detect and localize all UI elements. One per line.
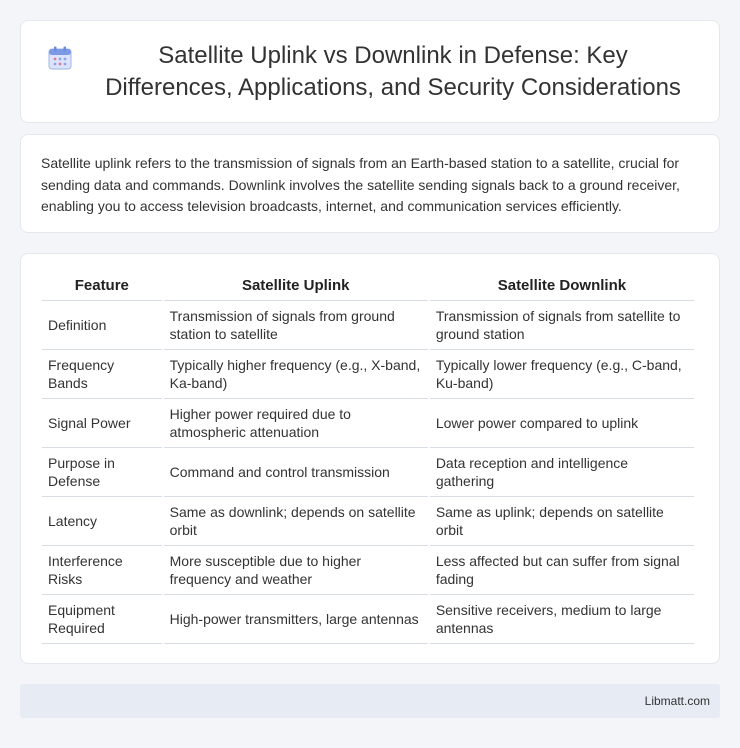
feature-cell: Purpose in Defense: [42, 448, 162, 497]
uplink-cell: Command and control transmission: [164, 448, 428, 497]
table-row: [42, 546, 694, 595]
downlink-cell: Data reception and intelligence gathering: [430, 448, 694, 497]
footer-bar: [20, 684, 720, 718]
table-row: [42, 301, 694, 350]
uplink-cell: Transmission of signals from ground station to satellite: [164, 301, 428, 350]
uplink-cell: Typically higher frequency (e.g., X-band, Ka-band): [164, 350, 428, 399]
downlink-cell: Transmission of signals from satellite to ground station: [430, 301, 694, 350]
uplink-cell: High-power transmitters, large antennas: [164, 595, 428, 644]
table-row: [42, 399, 694, 448]
table-header-row: [42, 270, 694, 301]
feature-cell: Signal Power: [42, 399, 162, 448]
comparison-table: [40, 270, 696, 644]
intro-text: Satellite uplink refers to the transmission of signals from an Earth-based station to a satellite, crucial for sending data and commands. Downlink involves the satellite sending signals back to a ground receiver, enabling you to access television broadcasts, internet, and communication services efficiently.: [41, 155, 680, 214]
downlink-cell: Same as uplink; depends on satellite orbit: [430, 497, 694, 546]
column-header-feature: Feature: [42, 270, 162, 301]
downlink-cell: Sensitive receivers, medium to large antennas: [430, 595, 694, 644]
table-row: [42, 595, 694, 644]
intro-card: [20, 134, 720, 233]
header-card: [20, 20, 720, 123]
comparison-card: [20, 253, 720, 664]
calendar-icon: [47, 45, 73, 71]
uplink-cell: More susceptible due to higher frequency and weather: [164, 546, 428, 595]
feature-cell: Interference Risks: [42, 546, 162, 595]
column-header-downlink: Satellite Downlink: [430, 270, 694, 301]
uplink-cell: Higher power required due to atmospheric attenuation: [164, 399, 428, 448]
table-row: [42, 497, 694, 546]
table-row: [42, 448, 694, 497]
column-header-uplink: Satellite Uplink: [164, 270, 428, 301]
uplink-cell: Same as downlink; depends on satellite orbit: [164, 497, 428, 546]
feature-cell: Latency: [42, 497, 162, 546]
footer-brand[interactable]: Libmatt.com: [644, 694, 710, 708]
downlink-cell: Typically lower frequency (e.g., C-band, Ku-band): [430, 350, 694, 399]
page-title: Satellite Uplink vs Downlink in Defense: Key Differences, Applications, and Security Considerations: [105, 41, 681, 101]
feature-cell: Definition: [42, 301, 162, 350]
table-row: [42, 350, 694, 399]
feature-cell: Frequency Bands: [42, 350, 162, 399]
downlink-cell: Less affected but can suffer from signal fading: [430, 546, 694, 595]
downlink-cell: Lower power compared to uplink: [430, 399, 694, 448]
feature-cell: Equipment Required: [42, 595, 162, 644]
